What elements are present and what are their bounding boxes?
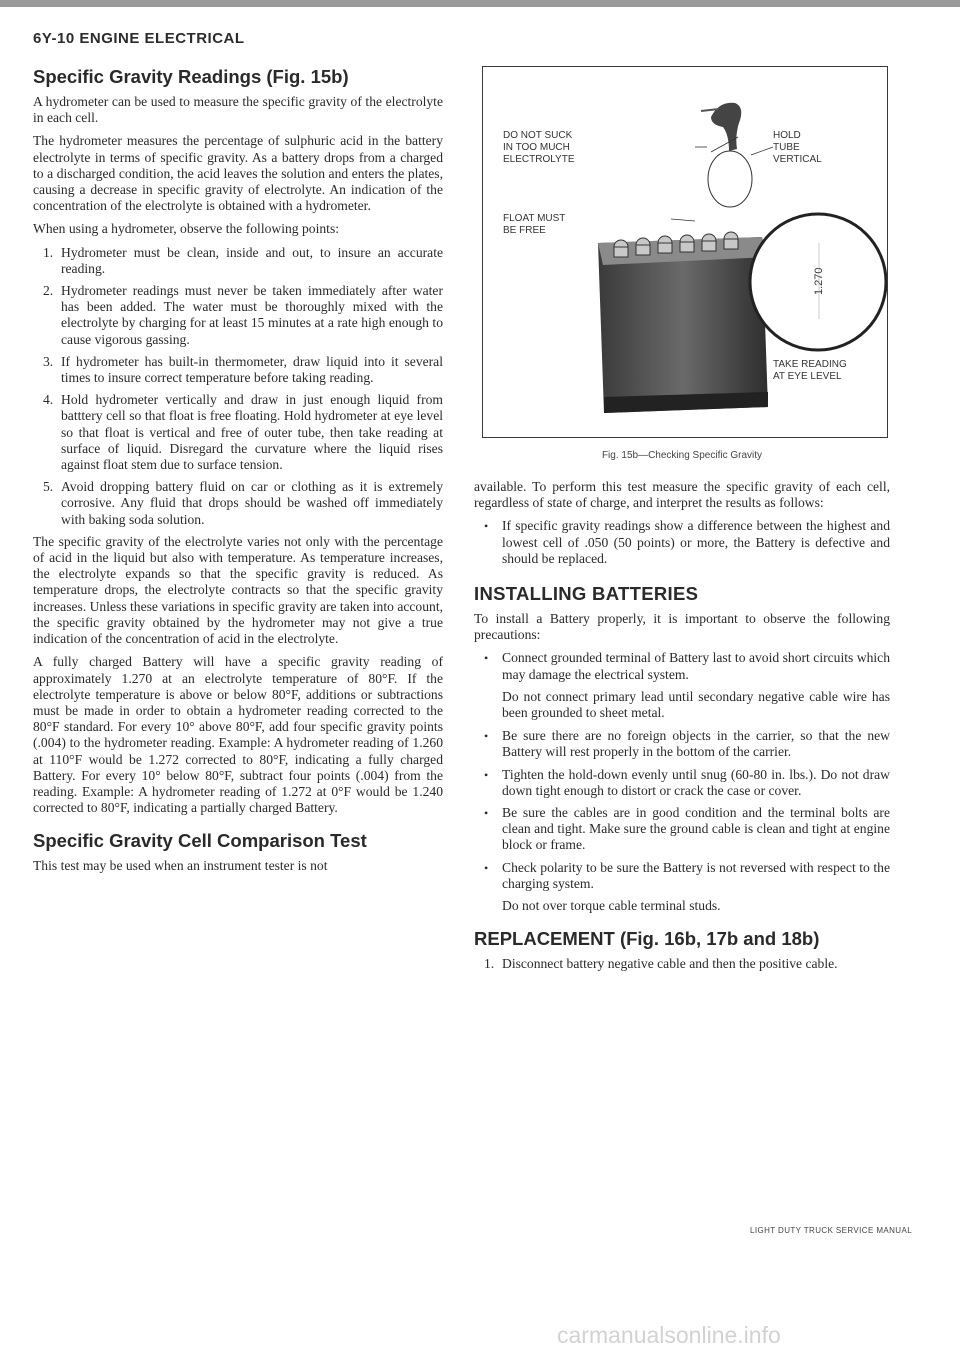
paragraph: When using a hydrometer, observe the following points: (33, 221, 340, 237)
step-text: Disconnect battery negative cable and then the positive cable. (502, 956, 838, 972)
label-take-reading (773, 359, 847, 383)
left-column (33, 66, 443, 882)
step-number: 4. (43, 392, 54, 408)
paragraph: The specific gravity of the electrolyte varies not only with the percentage of acid in the liquid but also with temperature. As temperature increases, the electrolyte expands so that the specific gravity is reduced. As temperature drops, the electrolyte contracts so that the specific gravity increases. Unless these variations in specific gravity are taken into account, the specific gravity obtained by the hydrometer may not give a true indication of the concentration of acid in the electrolyte. (33, 533, 443, 647)
label-line: TUBE (773, 142, 800, 153)
paragraph: A hydrometer can be used to measure the specific gravity of the electrolyte in each cell. (33, 94, 443, 126)
label-float-must-be-free (503, 213, 565, 237)
step-number: 1. (43, 244, 54, 260)
label-line: TAKE READING (773, 359, 847, 370)
watermark: carmanualsonline.info (557, 1322, 781, 1348)
label-line: IN TOO MUCH (503, 142, 570, 153)
label-line: ELECTROLYTE (503, 154, 575, 165)
list-item (474, 956, 890, 972)
label-line: DO NOT SUCK (503, 130, 573, 141)
page-header: 6Y-10 ENGINE ELECTRICAL (33, 30, 245, 47)
page-top-rule (0, 0, 960, 7)
paragraph: A fully charged Battery will have a specific gravity reading of approximately 1.270 at an electrolyte temperature of 80°F. If the electrolyte temperature is above or below 80°F, additions or subtractions must be made in order to obtain a hydrometer reading corrected to the 80°F standard. For every 10° above 80°F, add four specific gravity points (.004) to the hydrometer reading. Example: A hydrometer reading of 1.260 at 110°F would be 1.272 corrected to 80°F, indicating a fully charged Battery. For every 10° below 80°F, subtract four points (.004) from the reading. Example: A hydrometer reading of 1.272 at 0°F would be 1.240 corrected to 80°F, indicating a partially charged Battery. (33, 654, 443, 816)
right-column (474, 66, 890, 978)
step-text: Hydrometer must be clean, inside and out, to insure an accurate reading. (61, 244, 443, 276)
section-heading-specific-gravity-readings: Specific Gravity Readings (Fig. 15b) (33, 66, 349, 87)
section-heading-replacement: REPLACEMENT (Fig. 16b, 17b and 18b) (474, 928, 820, 950)
page-footer: LIGHT DUTY TRUCK SERVICE MANUAL (750, 1226, 913, 1235)
list-item (33, 479, 443, 528)
replacement-steps-list (474, 956, 890, 972)
paragraph: This test may be used when an instrument tester is not (33, 858, 328, 874)
list-item: • Be sure there are no foreign objects in the carrier, so that the new Battery will rest properly in the bottom of the carrier. (474, 728, 890, 760)
figure-hydrometer (482, 66, 888, 438)
label-hold-tube-vertical (773, 130, 822, 166)
label-line: FLOAT MUST (503, 213, 566, 224)
step-text: Avoid dropping battery fluid on car or clothing as it is extremely corrosive. Any fluid that drops should be washed off immediately with baking soda solution. (61, 479, 443, 527)
list-item: • If specific gravity readings show a difference between the highest and lowest cell of .050 (50 points) or more, the Battery is defective and should be replaced. (474, 518, 890, 567)
list-item (33, 283, 443, 348)
label-do-not-suck (503, 130, 575, 166)
list-item: • Connect grounded terminal of Battery last to avoid short circuits which may damage the electrical system. (474, 650, 890, 682)
label-line: VERTICAL (773, 154, 822, 165)
label-line: HOLD (773, 130, 801, 141)
step-number: 3. (43, 353, 54, 369)
label-line: BE FREE (503, 225, 546, 236)
step-text: Hydrometer readings must never be taken immediately after water has been added. The water must be thoroughly mixed with the electrolyte by charging for at least 15 minutes at a rate high enough to cause vigorous gassing. (61, 283, 443, 347)
list-item (33, 245, 443, 277)
section-heading-cell-comparison-test: Specific Gravity Cell Comparison Test (33, 830, 367, 852)
list-item (33, 354, 443, 386)
step-text: If hydrometer has built-in thermometer, draw liquid into it several times to insure correct temperature before taking reading. (61, 353, 443, 386)
hydrometer-steps-list (33, 245, 443, 528)
list-item (33, 392, 443, 473)
paragraph: Do not over torque cable terminal studs. (502, 898, 721, 914)
list-item: • Be sure the cables are in good condition and the terminal bolts are clean and tight. Make sure the ground cable is clean and tight at engine block or frame. (474, 805, 890, 854)
step-number: 2. (43, 283, 54, 299)
install-bullets (474, 650, 890, 682)
paragraph: To install a Battery properly, it is important to observe the following precautions: (474, 611, 890, 643)
section-heading-installing-batteries: INSTALLING BATTERIES (474, 583, 699, 605)
step-number: 5. (43, 479, 54, 495)
install-sub-bullets (474, 728, 890, 892)
paragraph: available. To perform this test measure the specific gravity of each cell, regardless of state of charge, and interpret the results as follows: (474, 479, 890, 511)
figure-caption: Fig. 15b—Checking Specific Gravity (601, 450, 763, 461)
scale-reading-label: 1.270 (813, 267, 825, 295)
step-text: Hold hydrometer vertically and draw in just enough liquid from batttery cell so that float is free floating. Hold hydrometer at eye level so that float is vertical and free of outer tube, then take reading at surface of liquid. Disregard the curvature where the liquid rises against float stem due to surface tension. (61, 392, 443, 473)
label-line: AT EYE LEVEL (773, 371, 842, 382)
list-item: • Tighten the hold-down evenly until snug (60-80 in. lbs.). Do not draw down tight enough to distort or crack the case or cover. (474, 767, 890, 799)
paragraph: The hydrometer measures the percentage of sulphuric acid in the battery electrolyte in terms of specific gravity. As a battery drops from a charged to a discharged condition, the acid leaves the solution and enters the plates, causing a decrease in specific gravity of electrolyte. An indication of the concentration of the electrolyte is obtained with a hydrometer. (33, 133, 443, 214)
step-number: 1. (484, 956, 495, 972)
list-item: • Check polarity to be sure the Battery is not reversed with respect to the charging system. (474, 860, 890, 892)
comparison-bullets (474, 518, 890, 567)
paragraph: Do not connect primary lead until secondary negative cable wire has been grounded to sheet metal. (502, 688, 890, 721)
